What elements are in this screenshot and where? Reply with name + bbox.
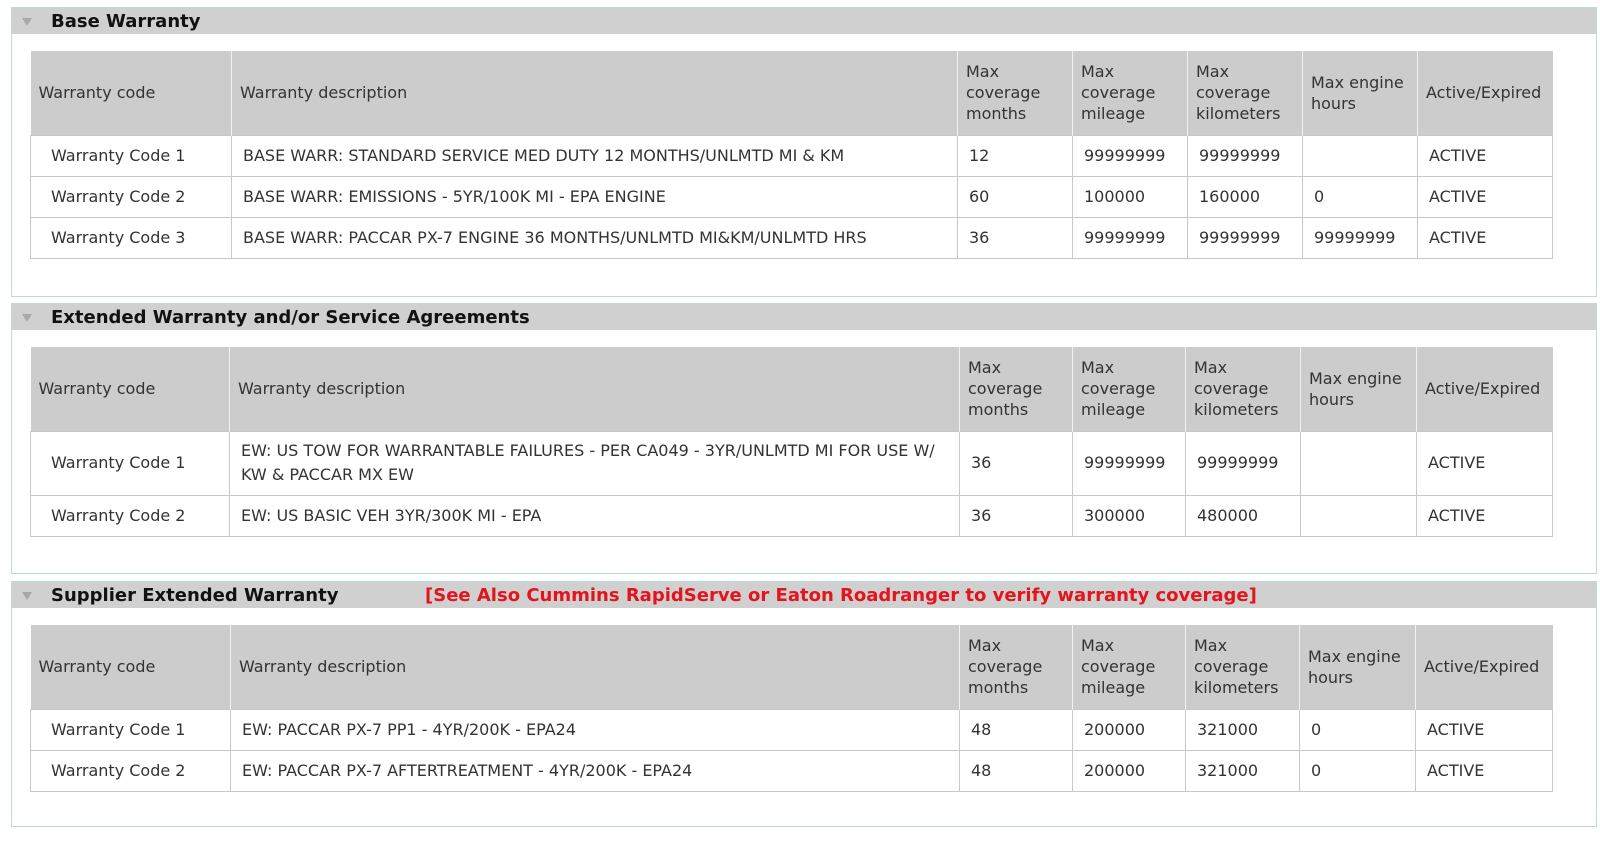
warranty-code-cell: Warranty Code 2 — [31, 176, 232, 217]
col-header-max-coverage-months: Max coverage months — [960, 625, 1073, 709]
section-title: Extended Warranty and/or Service Agreements — [51, 307, 530, 328]
warranty-code-cell: Warranty Code 2 — [31, 495, 230, 536]
max-months-cell: 12 — [958, 135, 1073, 176]
status-cell: ACTIVE — [1417, 495, 1553, 536]
max-kilometers-cell: 99999999 — [1188, 217, 1303, 258]
max-kilometers-cell: 321000 — [1186, 750, 1300, 791]
warranty-code-cell: Warranty Code 1 — [31, 135, 232, 176]
supplier-extended-warranty-section — [11, 581, 1597, 827]
col-header-warranty-description: Warranty description — [231, 625, 960, 709]
col-header-warranty-description: Warranty description — [230, 347, 960, 431]
max-engine-hours-cell: 0 — [1300, 750, 1416, 791]
max-months-cell: 60 — [958, 176, 1073, 217]
section-header — [12, 582, 1596, 608]
warranty-description-cell: EW: US TOW FOR WARRANTABLE FAILURES - PER CA049 - 3YR/UNLMTD MI FOR USE W/ KW & PACCAR MX EW — [230, 431, 960, 495]
warranty-description-cell: EW: PACCAR PX-7 AFTERTREATMENT - 4YR/200K - EPA24 — [231, 750, 960, 791]
table-row[interactable] — [31, 176, 1553, 217]
max-months-cell: 48 — [960, 709, 1073, 750]
status-cell: ACTIVE — [1416, 709, 1553, 750]
max-engine-hours-cell — [1301, 431, 1417, 495]
col-header-max-engine-hours: Max engine hours — [1301, 347, 1417, 431]
collapse-triangle-icon[interactable] — [22, 592, 32, 600]
status-cell: ACTIVE — [1418, 135, 1553, 176]
max-months-cell: 36 — [960, 431, 1073, 495]
table-row[interactable] — [31, 495, 1553, 536]
collapse-triangle-icon[interactable] — [22, 18, 32, 26]
warranty-table — [30, 625, 1553, 792]
max-mileage-cell: 200000 — [1073, 709, 1186, 750]
warranty-description-cell: EW: US BASIC VEH 3YR/300K MI - EPA — [230, 495, 960, 536]
status-cell: ACTIVE — [1416, 750, 1553, 791]
max-kilometers-cell: 99999999 — [1186, 431, 1301, 495]
col-header-max-coverage-kilometers: Max coverage kilometers — [1186, 625, 1300, 709]
max-kilometers-cell: 480000 — [1186, 495, 1301, 536]
col-header-max-engine-hours: Max engine hours — [1303, 51, 1418, 135]
max-mileage-cell: 200000 — [1073, 750, 1186, 791]
table-header-row — [31, 51, 1553, 135]
col-header-active-expired: Active/Expired — [1416, 625, 1553, 709]
col-header-max-coverage-kilometers: Max coverage kilometers — [1188, 51, 1303, 135]
table-row[interactable] — [31, 431, 1553, 495]
warranty-code-cell: Warranty Code 2 — [31, 750, 231, 791]
max-mileage-cell: 100000 — [1073, 176, 1188, 217]
max-months-cell: 36 — [958, 217, 1073, 258]
col-header-max-coverage-kilometers: Max coverage kilometers — [1186, 347, 1301, 431]
section-note: [See Also Cummins RapidServe or Eaton Roadranger to verify warranty coverage] — [425, 585, 1257, 606]
max-months-cell: 48 — [960, 750, 1073, 791]
col-header-active-expired: Active/Expired — [1417, 347, 1553, 431]
col-header-max-coverage-mileage: Max coverage mileage — [1073, 625, 1186, 709]
col-header-warranty-code: Warranty code — [31, 51, 232, 135]
warranty-description-cell: BASE WARR: STANDARD SERVICE MED DUTY 12 MONTHS/UNLMTD MI & KM — [232, 135, 958, 176]
section-title: Supplier Extended Warranty — [51, 585, 339, 606]
max-mileage-cell: 99999999 — [1073, 431, 1186, 495]
col-header-max-engine-hours: Max engine hours — [1300, 625, 1416, 709]
max-engine-hours-cell — [1301, 495, 1417, 536]
max-months-cell: 36 — [960, 495, 1073, 536]
col-header-warranty-code: Warranty code — [31, 625, 231, 709]
table-header-row — [31, 625, 1553, 709]
max-mileage-cell: 99999999 — [1073, 217, 1188, 258]
warranty-code-cell: Warranty Code 3 — [31, 217, 232, 258]
col-header-max-coverage-mileage: Max coverage mileage — [1073, 51, 1188, 135]
warranty-description-cell: BASE WARR: EMISSIONS - 5YR/100K MI - EPA ENGINE — [232, 176, 958, 217]
col-header-max-coverage-mileage: Max coverage mileage — [1073, 347, 1186, 431]
col-header-max-coverage-months: Max coverage months — [960, 347, 1073, 431]
warranty-code-cell: Warranty Code 1 — [31, 431, 230, 495]
max-engine-hours-cell: 0 — [1303, 176, 1418, 217]
col-header-warranty-code: Warranty code — [31, 347, 230, 431]
max-kilometers-cell: 99999999 — [1188, 135, 1303, 176]
table-row[interactable] — [31, 135, 1553, 176]
warranty-description-cell: BASE WARR: PACCAR PX-7 ENGINE 36 MONTHS/UNLMTD MI&KM/UNLMTD HRS — [232, 217, 958, 258]
max-mileage-cell: 300000 — [1073, 495, 1186, 536]
status-cell: ACTIVE — [1418, 217, 1553, 258]
col-header-warranty-description: Warranty description — [232, 51, 958, 135]
base-warranty-section — [11, 7, 1597, 297]
max-mileage-cell: 99999999 — [1073, 135, 1188, 176]
table-header-row — [31, 347, 1553, 431]
max-kilometers-cell: 321000 — [1186, 709, 1300, 750]
max-engine-hours-cell: 0 — [1300, 709, 1416, 750]
warranty-table — [30, 347, 1553, 537]
table-row[interactable] — [31, 709, 1553, 750]
warranty-description-cell: EW: PACCAR PX-7 PP1 - 4YR/200K - EPA24 — [231, 709, 960, 750]
section-header — [12, 8, 1596, 34]
max-engine-hours-cell: 99999999 — [1303, 217, 1418, 258]
status-cell: ACTIVE — [1417, 431, 1553, 495]
collapse-triangle-icon[interactable] — [22, 314, 32, 322]
col-header-active-expired: Active/Expired — [1418, 51, 1553, 135]
max-engine-hours-cell — [1303, 135, 1418, 176]
status-cell: ACTIVE — [1418, 176, 1553, 217]
col-header-max-coverage-months: Max coverage months — [958, 51, 1073, 135]
section-header — [12, 304, 1596, 330]
table-row[interactable] — [31, 750, 1553, 791]
table-row[interactable] — [31, 217, 1553, 258]
max-kilometers-cell: 160000 — [1188, 176, 1303, 217]
extended-warranty-section — [11, 303, 1597, 574]
warranty-table — [30, 51, 1553, 259]
warranty-code-cell: Warranty Code 1 — [31, 709, 231, 750]
section-title: Base Warranty — [51, 11, 201, 32]
